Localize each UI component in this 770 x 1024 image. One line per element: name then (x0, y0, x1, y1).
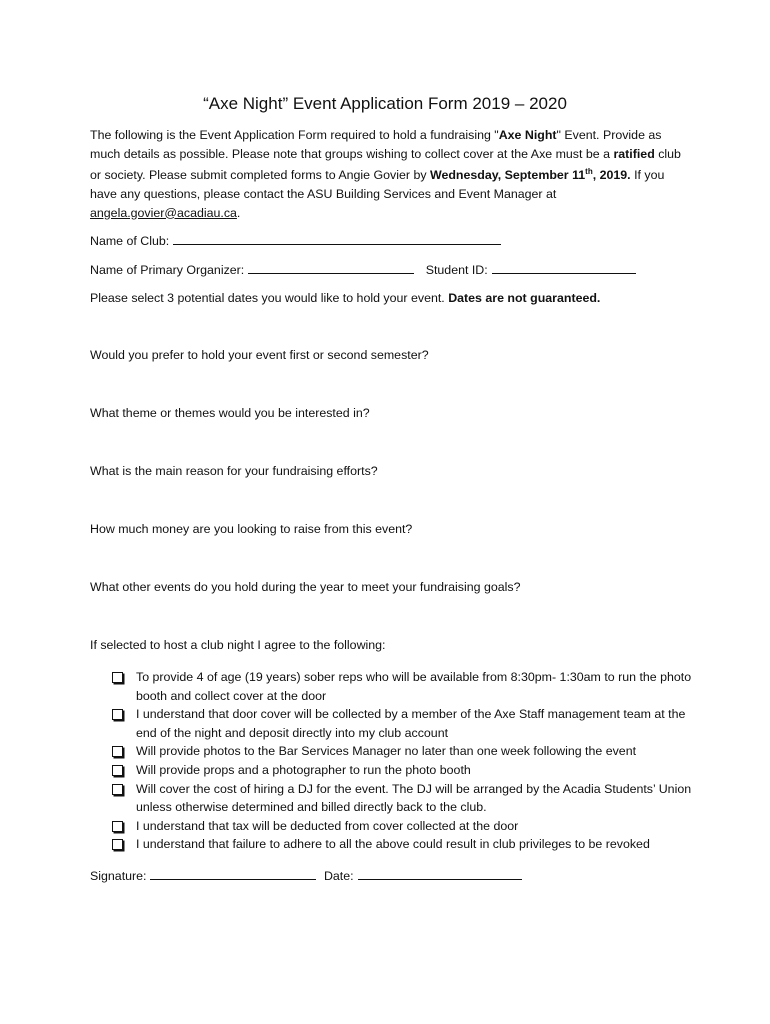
question-theme: What theme or themes would you be interested in? (90, 406, 370, 420)
checklist-item-text: Will cover the cost of hiring a DJ for the event. The DJ will be arranged by the Acadia Students’ Union unless otherwise determined and billed directly back to the club. (136, 781, 692, 815)
checklist-item (112, 761, 692, 780)
intro-text-3: club or society. Please submit completed forms to Angie Govier by (90, 146, 681, 183)
intro-bold-axe-night: Axe Night (498, 128, 557, 142)
agreement-checklist (112, 668, 692, 854)
student-id-label: Student ID: (425, 263, 488, 277)
checkbox-icon[interactable] (112, 821, 123, 832)
question-other-events: What other events do you hold during the year to meet your fundraising goals? (90, 580, 521, 594)
club-name-field[interactable] (173, 232, 501, 245)
date-field[interactable] (358, 867, 522, 880)
question-semester: Would you prefer to hold your event first or second semester? (90, 348, 429, 362)
checklist-item (112, 742, 692, 761)
intro-text-1: The following is the Event Application Form required to hold a fundraising " (90, 128, 499, 142)
checklist-item (112, 705, 692, 742)
checklist-item-text: Will provide photos to the Bar Services Manager no later than one week following the event (136, 744, 637, 759)
intro-text-5: . (236, 205, 241, 220)
dates-note-text: Please select 3 potential dates you would like to hold your event. (90, 291, 449, 305)
intro-bold-ratified: ratified (613, 146, 655, 161)
checklist-item-text: I understand that tax will be deducted from cover collected at the door (136, 818, 519, 833)
intro-paragraph (90, 126, 690, 222)
checkbox-icon[interactable] (112, 672, 123, 683)
organizer-field[interactable] (248, 261, 414, 274)
checkbox-icon[interactable] (112, 765, 123, 776)
deadline-date: Wednesday, September 11 (429, 168, 586, 183)
signature-field[interactable] (150, 867, 316, 880)
deadline-superscript: th (585, 167, 593, 177)
intro-text-4: If you have any questions, please contact the ASU Building Services and Event Manager at (90, 168, 665, 201)
signature-row (90, 867, 522, 883)
question-money: How much money are you looking to raise from this event? (90, 522, 413, 536)
checklist-item (112, 668, 692, 705)
deadline-year: , 2019. (592, 168, 631, 183)
checklist-item (112, 780, 692, 817)
form-title: “Axe Night” Event Application Form 2019 – 2020 (203, 94, 567, 113)
intro-text-2: " Event. Provide as much details as possible. Please note that groups wishing to collect cover at the Axe must be a (90, 128, 662, 161)
club-name-label: Name of Club: (90, 234, 170, 248)
intro-deadline (430, 168, 631, 182)
signature-label: Signature: (90, 869, 147, 883)
student-id-field[interactable] (492, 261, 636, 274)
checklist-item-text: I understand that failure to adhere to all the above could result in club privileges to be revoked (136, 837, 650, 852)
agreement-intro: If selected to host a club night I agree to the following: (90, 638, 386, 652)
dates-not-guaranteed: Dates are not guaranteed. (448, 291, 601, 305)
contact-email-link[interactable]: angela.govier@acadiau.ca (90, 205, 237, 220)
checkbox-icon[interactable] (112, 746, 123, 757)
question-reason: What is the main reason for your fundraising efforts? (90, 464, 378, 478)
checklist-item-text: Will provide props and a photographer to run the photo booth (136, 762, 471, 777)
date-label: Date: (323, 869, 354, 883)
checkbox-icon[interactable] (112, 709, 123, 720)
organizer-label: Name of Primary Organizer: (90, 263, 245, 277)
club-name-row (90, 232, 501, 248)
checkbox-icon[interactable] (112, 784, 123, 795)
organizer-row (90, 261, 636, 277)
dates-note (90, 291, 600, 305)
checklist-item-text: To provide 4 of age (19 years) sober reps who will be available from 8:30pm- 1:30am to run the photo booth and collect cover at the door (136, 670, 692, 703)
checklist-item (112, 817, 692, 836)
checkbox-icon[interactable] (112, 839, 123, 850)
checklist-item-text: I understand that door cover will be collected by a member of the Axe Staff management team at the end of the night and deposit directly into my club account (136, 707, 686, 740)
checklist-item (112, 835, 692, 854)
